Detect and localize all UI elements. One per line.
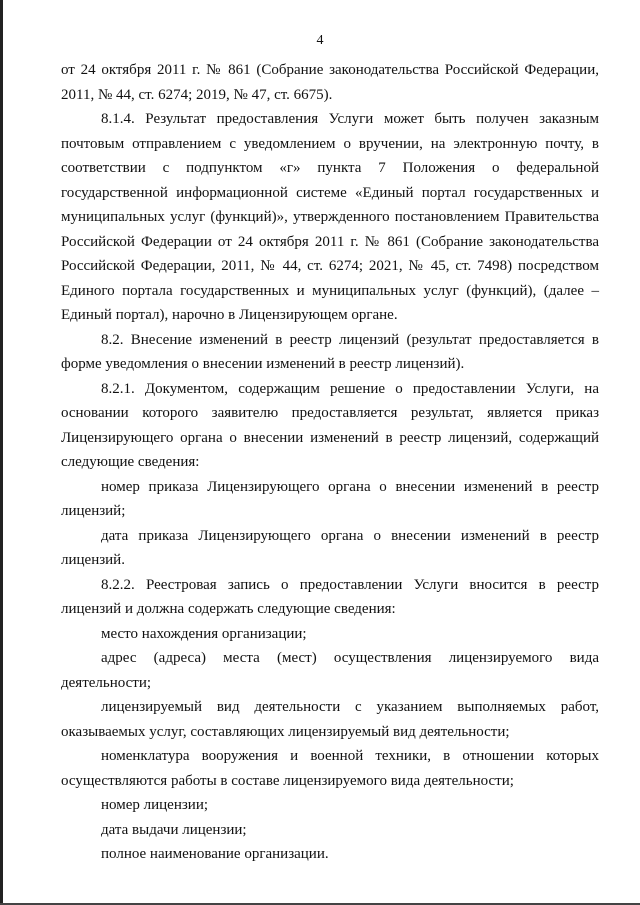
list-item-license-date: дата выдачи лицензии; — [101, 821, 247, 838]
paragraph-8-2-2: 8.2.2. Реестровая запись о предоставлении Услуги вносится в реестр лицензий и должна содержать следующие сведения: — [61, 576, 599, 617]
list-item-organization-name: полное наименование организации. — [101, 846, 329, 862]
paragraph-8-1-4: 8.1.4. Результат предоставления Услуги может быть получен заказным почтовым отправлением с уведомлением о вручении, на электронную почту, в соответствии с подпунктом «г» пункта 7 Положения о федеральной государственной информационной системе «Единый портал государственных и муниципальных услуг (функций)», утвержденного постановлением Правительства Российской Федерации от 24 октября 2011 г. № 861 (Собрание законодательства Российской Федерации, 2011, № 44, ст. 6274; 2021, № 45, ст. 7498) посредством Единого портала государственных и муниципальных услуг (функций), (далее – Единый портал), нарочно в Лицензирующем органе. — [61, 111, 599, 323]
page-number: 4 — [316, 33, 324, 48]
paragraph-continuation: от 24 октября 2011 г. № 861 (Собрание законодательства Российской Федерации, 2011, № 44, ст. 6274; 2019, № 47, ст. 6675). — [61, 62, 599, 103]
list-item-location: место нахождения организации; — [101, 625, 307, 642]
scan-left-edge — [0, 0, 3, 905]
list-item-address: адрес (адреса) места (мест) осуществления лицензируемого вида деятельности; — [61, 650, 599, 691]
list-item-license-number: номер лицензии; — [101, 797, 209, 813]
paragraph-8-2: 8.2. Внесение изменений в реестр лицензий (результат предоставляется в форме уведомления о внесении изменений в реестр лицензий). — [61, 331, 599, 372]
list-item-order-date: дата приказа Лицензирующего органа о внесении изменений в реестр лицензий. — [61, 527, 599, 568]
list-item-activity-type: лицензируемый вид деятельности с указанием выполняемых работ, оказываемых услуг, составляющих лицензируемый вид деятельности; — [61, 699, 599, 740]
paragraph-8-2-1: 8.2.1. Документом, содержащим решение о предоставлении Услуги, на основании которого заявителю предоставляется результат, является приказ Лицензирующего органа о внесении изменений в реестр лицензий, содержащий следующие сведения: — [61, 380, 599, 470]
document-body — [61, 58, 599, 867]
list-item-nomenclature: номенклатура вооружения и военной техники, в отношении которых осуществляются работы в составе лицензируемого вида деятельности; — [61, 748, 599, 789]
list-item-order-number: номер приказа Лицензирующего органа о внесении изменений в реестр лицензий; — [61, 478, 599, 519]
